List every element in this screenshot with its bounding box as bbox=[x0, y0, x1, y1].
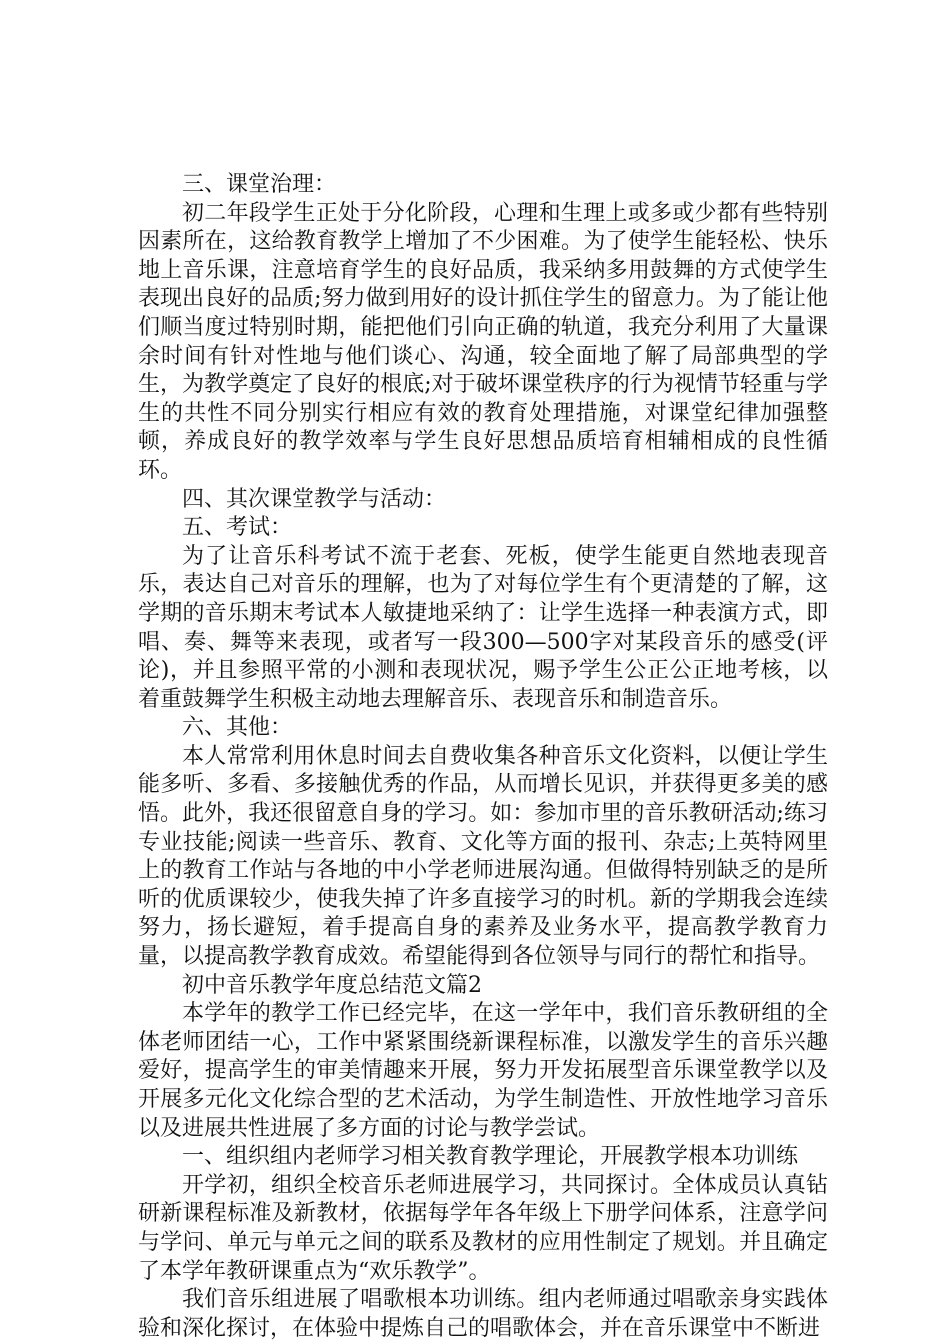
section-heading-other: 六、其他： bbox=[182, 715, 293, 741]
paragraph-exams: 为了让音乐科考试不流于老套、死板，使学生能更自然地表现音乐，表达自己对音乐的理解，也为了对每位学生有个更清楚的了解，这学期的音乐期末考试本人敏捷地采纳了：让学生选择一种表演方式，即唱、奏、舞等来表现，或者写一段300—500字对某段音乐的感受(评论)，并且参照平常的小测和表现状况，赐予学生公正公正地考核，以着重鼓舞学生积极主动地去理解音乐、表现音乐和制造音乐。 bbox=[138, 543, 828, 712]
section-heading-classroom-management: 三、课堂治理： bbox=[182, 172, 337, 197]
section-heading-exams: 五、考试： bbox=[182, 515, 293, 541]
paragraph-teacher-training: 开学初，组织全校音乐老师进展学习，共同探讨。全体成员认真钻研新课程标准及新教材，依据每学年各年级上下册学问体系，注意学问与学问、单元与单元之间的联系及教材的应用性制定了规划。并且确定了本学年教研课重点为“欢乐教学”。 bbox=[138, 1172, 828, 1284]
section-heading-classroom-activities: 四、其次课堂教学与活动： bbox=[182, 486, 447, 512]
section-heading-teacher-training: 一、组织组内老师学习相关教育教学理论，开展教学根本功训练 bbox=[182, 1144, 799, 1170]
document-body bbox=[138, 171, 828, 1343]
paragraph-intro-part-2: 本学年的教学工作已经完毕，在这一学年中，我们音乐教研组的全体老师团结一心，工作中紧紧围绕新课程标准，以激发学生的音乐兴趣爱好，提高学生的审美情趣来开展，努力开发拓展型音乐课堂教学以及开展多元化文化综合型的艺术活动，为学生制造性、开放性地学习音乐以及进展共性进展了多方面的讨论与教学尝试。 bbox=[138, 1001, 828, 1141]
paragraph-other: 本人常常利用休息时间去自费收集各种音乐文化资料，以便让学生能多听、多看、多接触优秀的作品，从而增长见识，并获得更多美的感悟。此外，我还很留意自身的学习。如：参加市里的音乐教研活动;练习专业技能;阅读一些音乐、教育、文化等方面的报刊、杂志;上英特网里上的教育工作站与各地的中小学老师进展沟通。但做得特别缺乏的是所听的优质课较少，使我失掉了许多直接学习的时机。新的学期我会连续努力，扬长避短，着手提高自身的素养及业务水平，提高教学教育力量，以提高教学教育成效。希望能得到各位领导与同行的帮忙和指导。 bbox=[138, 743, 828, 970]
paragraph-classroom-management: 初二年段学生正处于分化阶段，心理和生理上或多或少都有些特别因素所在，这给教育教学上增加了不少困难。为了使学生能轻松、快乐地上音乐课，注意培育学生的良好品质，我采纳多用鼓舞的方式使学生表现出良好的品质;努力做到用好的设计抓住学生的留意力。为了能让他们顺当度过特别时期，能把他们引向正确的轨道，我充分利用了大量课余时间有针对性地与他们谈心、沟通，较全面地了解了局部典型的学生，为教学奠定了良好的根底;对于破坏课堂秩序的行为视情节轻重与学生的共性不同分别实行相应有效的教育处理措施，对课堂纪律加强整顿，养成良好的教学效率与学生良好思想品质培育相辅相成的良性循环。 bbox=[138, 200, 828, 483]
paragraph-singing-training: 我们音乐组进展了唱歌根本功训练。组内老师通过唱歌亲身实践体验和深化探讨，在体验中提炼自己的唱歌体会，并在音乐课堂中不断进 bbox=[138, 1287, 828, 1341]
article-title-part-2: 初中音乐教学年度总结范文篇2 bbox=[182, 972, 482, 998]
